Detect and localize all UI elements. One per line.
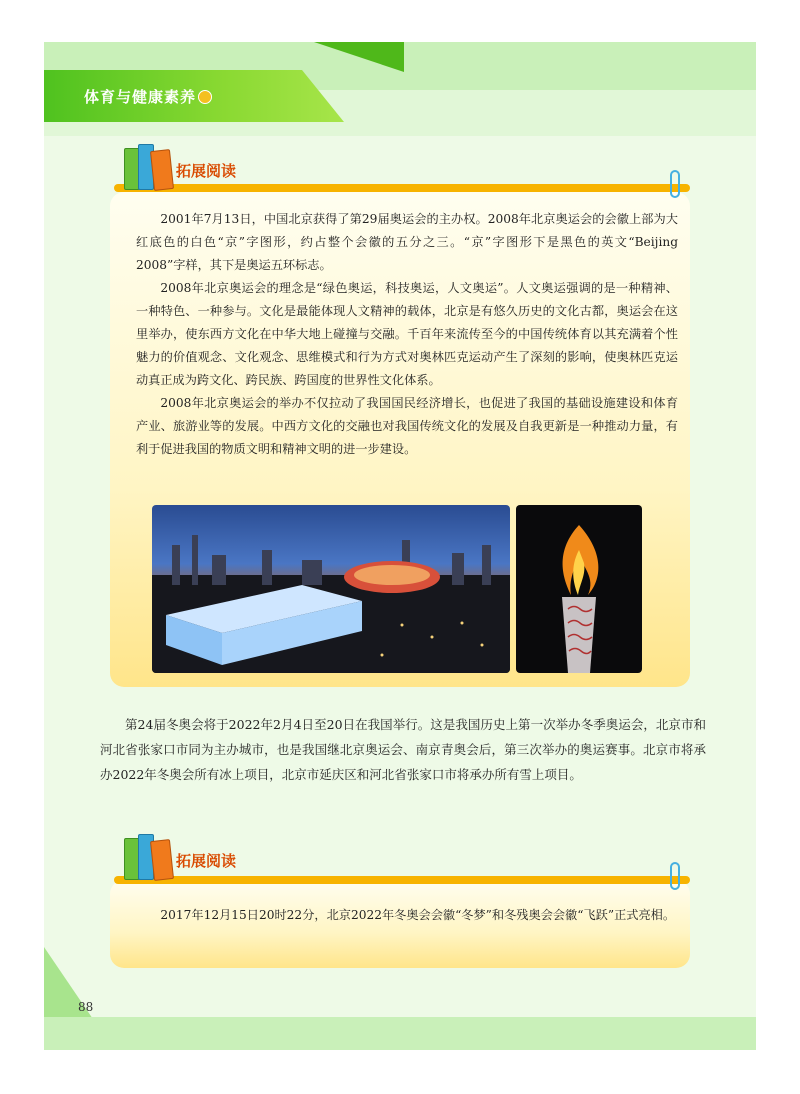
books-icon	[124, 832, 176, 880]
badge-icon	[198, 90, 212, 104]
olympic-venues-photo	[152, 505, 510, 673]
reading-paragraph: 2001年7月13日，中国北京获得了第29届奥运会的主办权。2008年北京奥运会的会徽上部为大红底色的白色“京”字图形，约占整个会徽的五分之三。“京”字图形下是黑色的英文“Beijing 2008”字样，其下是奥运五环标志。	[136, 212, 678, 272]
header-title	[84, 86, 212, 107]
reading-paragraph: 2017年12月15日20时22分，北京2022年冬奥会会徽“冬梦”和冬残奥会会徽“飞跃”正式亮相。	[160, 908, 676, 922]
reading-box-2-title: 拓展阅读	[176, 852, 237, 870]
paperclip-icon	[670, 170, 680, 198]
paperclip-icon	[670, 862, 680, 890]
reading-box-2-rule	[114, 876, 690, 884]
bottom-band	[44, 1017, 756, 1050]
reading-box-1-rule	[114, 184, 690, 192]
main-paragraph: 第24届冬奥会将于2022年2月4日至20日在我国举行。这是我国历史上第一次举办冬季奥运会，北京市和河北省张家口市同为主办城市，也是我国继北京奥运会、南京青奥会后，第三次举办的奥运赛事。北京市将承办2022年冬奥会所有冰上项目，北京市延庆区和河北省张家口市将承办所有雪上项目。	[100, 717, 706, 782]
textbook-page	[44, 42, 756, 1050]
page-number: 88	[78, 1000, 94, 1014]
reading-box-1-text	[136, 208, 678, 461]
header-title-text: 体育与健康素养	[84, 88, 197, 106]
books-icon	[124, 142, 176, 190]
reading-box-1-title: 拓展阅读	[176, 162, 237, 180]
reading-box-2-text	[136, 904, 678, 927]
olympic-torch-photo	[516, 505, 642, 673]
reading-paragraph: 2008年北京奥运会的举办不仅拉动了我国国民经济增长，也促进了我国的基础设施建设和体育产业、旅游业等的发展。中西方文化的交融也对我国传统文化的发展及自我更新是一种推动力量，有利于促进我国的物质文明和精神文明的进一步建设。	[136, 396, 678, 456]
reading-paragraph: 2008年北京奥运会的理念是“绿色奥运，科技奥运，人文奥运”。人文奥运强调的是一种精神、一种特色、一种参与。文化是最能体现人文精神的载体，北京是有悠久历史的文化古都，奥运会在这里举办，使东西方文化在中华大地上碰撞与交融。千百年来流传至今的中国传统体育以其充满着个性魅力的价值观念、文化观念、思维模式和行为方式对奥林匹克运动产生了深刻的影响，使奥林匹克运动真正成为跨文化、跨民族、跨国度的世界性文化体系。	[136, 281, 678, 387]
